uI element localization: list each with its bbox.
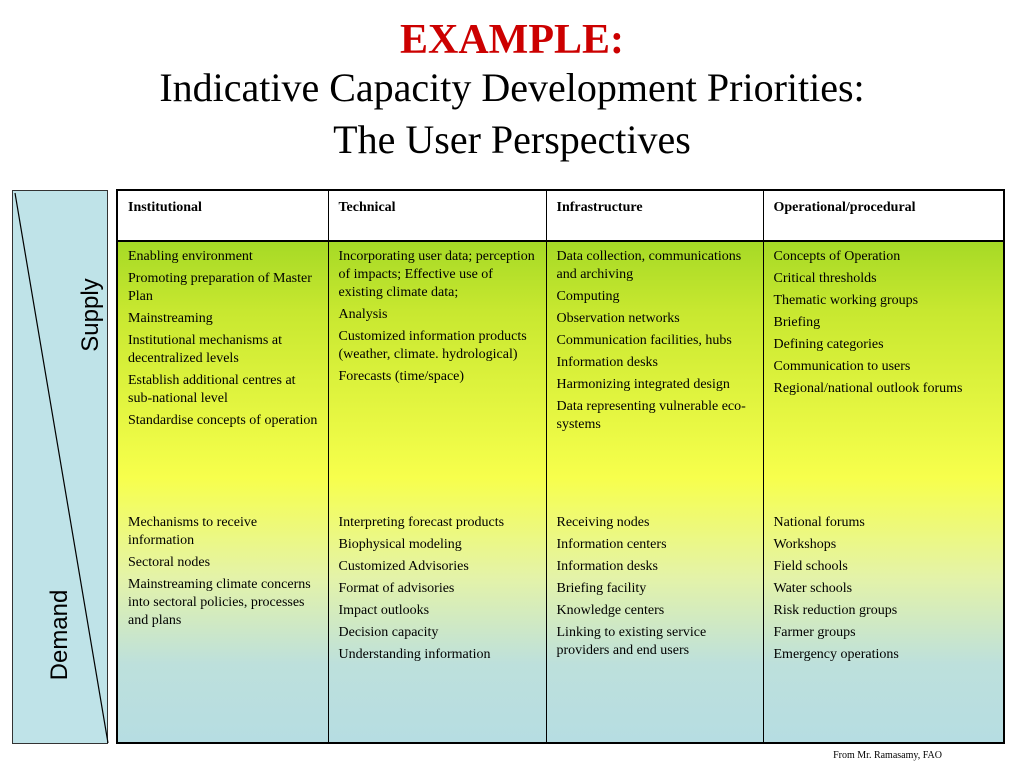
table-cell [763, 508, 1003, 742]
cell-list [339, 514, 536, 664]
list-item: Forecasts (time/space) [338, 369, 465, 384]
table-cell [763, 241, 1003, 508]
list-item: Impact outlooks [338, 603, 430, 618]
list-item: Mainstreaming climate concerns into sectoral policies, processes and plans [128, 577, 311, 628]
list-item: Field schools [773, 559, 848, 574]
list-item: Observation networks [556, 311, 680, 326]
demand-row [118, 508, 1003, 742]
list-item: Enabling environment [128, 249, 253, 264]
table-cell [328, 241, 546, 508]
list-item: Institutional mechanisms at decentralized levels [128, 333, 282, 366]
list-item: Information desks [556, 355, 658, 370]
list-item: Receiving nodes [556, 515, 650, 530]
list-item: Data representing vulnerable eco-systems [556, 399, 746, 432]
cell-list [557, 248, 753, 434]
list-item: Harmonizing integrated design [556, 377, 730, 392]
list-item: Customized Advisories [338, 559, 469, 574]
list-item: Analysis [338, 307, 388, 322]
cell-list [557, 514, 753, 660]
priorities-table [116, 189, 1005, 744]
list-item: Customized information products (weather, climate. hydrological) [338, 329, 527, 362]
supply-row [118, 241, 1003, 508]
list-item: Regional/national outlook forums [773, 381, 963, 396]
cell-list [774, 248, 994, 398]
list-item: Data collection, communications and archiving [556, 249, 742, 282]
list-item: Interpreting forecast products [338, 515, 505, 530]
column-header: Technical [328, 191, 546, 241]
list-item: Biophysical modeling [338, 537, 462, 552]
list-item: Briefing [773, 315, 821, 330]
cell-list [339, 248, 536, 386]
list-item: Linking to existing service providers and end users [556, 625, 707, 658]
table-cell [118, 508, 328, 742]
list-item: Critical thresholds [773, 271, 877, 286]
table-header-row [118, 191, 1003, 241]
list-item: Computing [556, 289, 620, 304]
title-example: EXAMPLE: [400, 17, 624, 63]
title-main: Indicative Capacity Development Priorities: [159, 65, 865, 110]
list-item: Promoting preparation of Master Plan [128, 271, 312, 304]
list-item: Thematic working groups [773, 293, 919, 308]
table-cell [546, 241, 763, 508]
list-item: Incorporating user data; perception of impacts; Effective use of existing climate data; [338, 249, 535, 300]
list-item: Farmer groups [773, 625, 856, 640]
list-item: Information desks [556, 559, 658, 574]
list-item: Communication to users [773, 359, 911, 374]
column-header: Infrastructure [546, 191, 763, 241]
list-item: Establish additional centres at sub-national level [128, 373, 296, 406]
list-item: Workshops [773, 537, 837, 552]
list-item: Water schools [773, 581, 853, 596]
list-item: Decision capacity [338, 625, 439, 640]
list-item: Concepts of Operation [773, 249, 901, 264]
slide-title [0, 18, 1024, 166]
table-cell [328, 508, 546, 742]
demand-label: Demand [46, 589, 73, 681]
supply-label: Supply [77, 278, 104, 352]
list-item: Briefing facility [556, 581, 647, 596]
list-item: Format of advisories [338, 581, 455, 596]
supply-demand-panel [12, 190, 108, 744]
table-cell [546, 508, 763, 742]
list-item: Information centers [556, 537, 667, 552]
table-cell [118, 241, 328, 508]
list-item: Defining categories [773, 337, 884, 352]
list-item: Mainstreaming [128, 311, 213, 326]
cell-list [128, 248, 318, 430]
column-header: Institutional [118, 191, 328, 241]
list-item: Understanding information [338, 647, 491, 662]
cell-list [774, 514, 994, 664]
source-credit: From Mr. Ramasamy, FAO [833, 750, 942, 761]
list-item: Emergency operations [773, 647, 899, 662]
list-item: Communication facilities, hubs [556, 333, 732, 348]
column-header: Operational/procedural [763, 191, 1003, 241]
list-item: Standardise concepts of operation [128, 413, 318, 428]
list-item: Risk reduction groups [773, 603, 898, 618]
list-item: National forums [773, 515, 865, 530]
list-item: Knowledge centers [556, 603, 665, 618]
title-sub: The User Perspectives [333, 117, 691, 162]
list-item: Mechanisms to receive information [128, 515, 258, 548]
list-item: Sectoral nodes [128, 555, 211, 570]
cell-list [128, 514, 318, 630]
